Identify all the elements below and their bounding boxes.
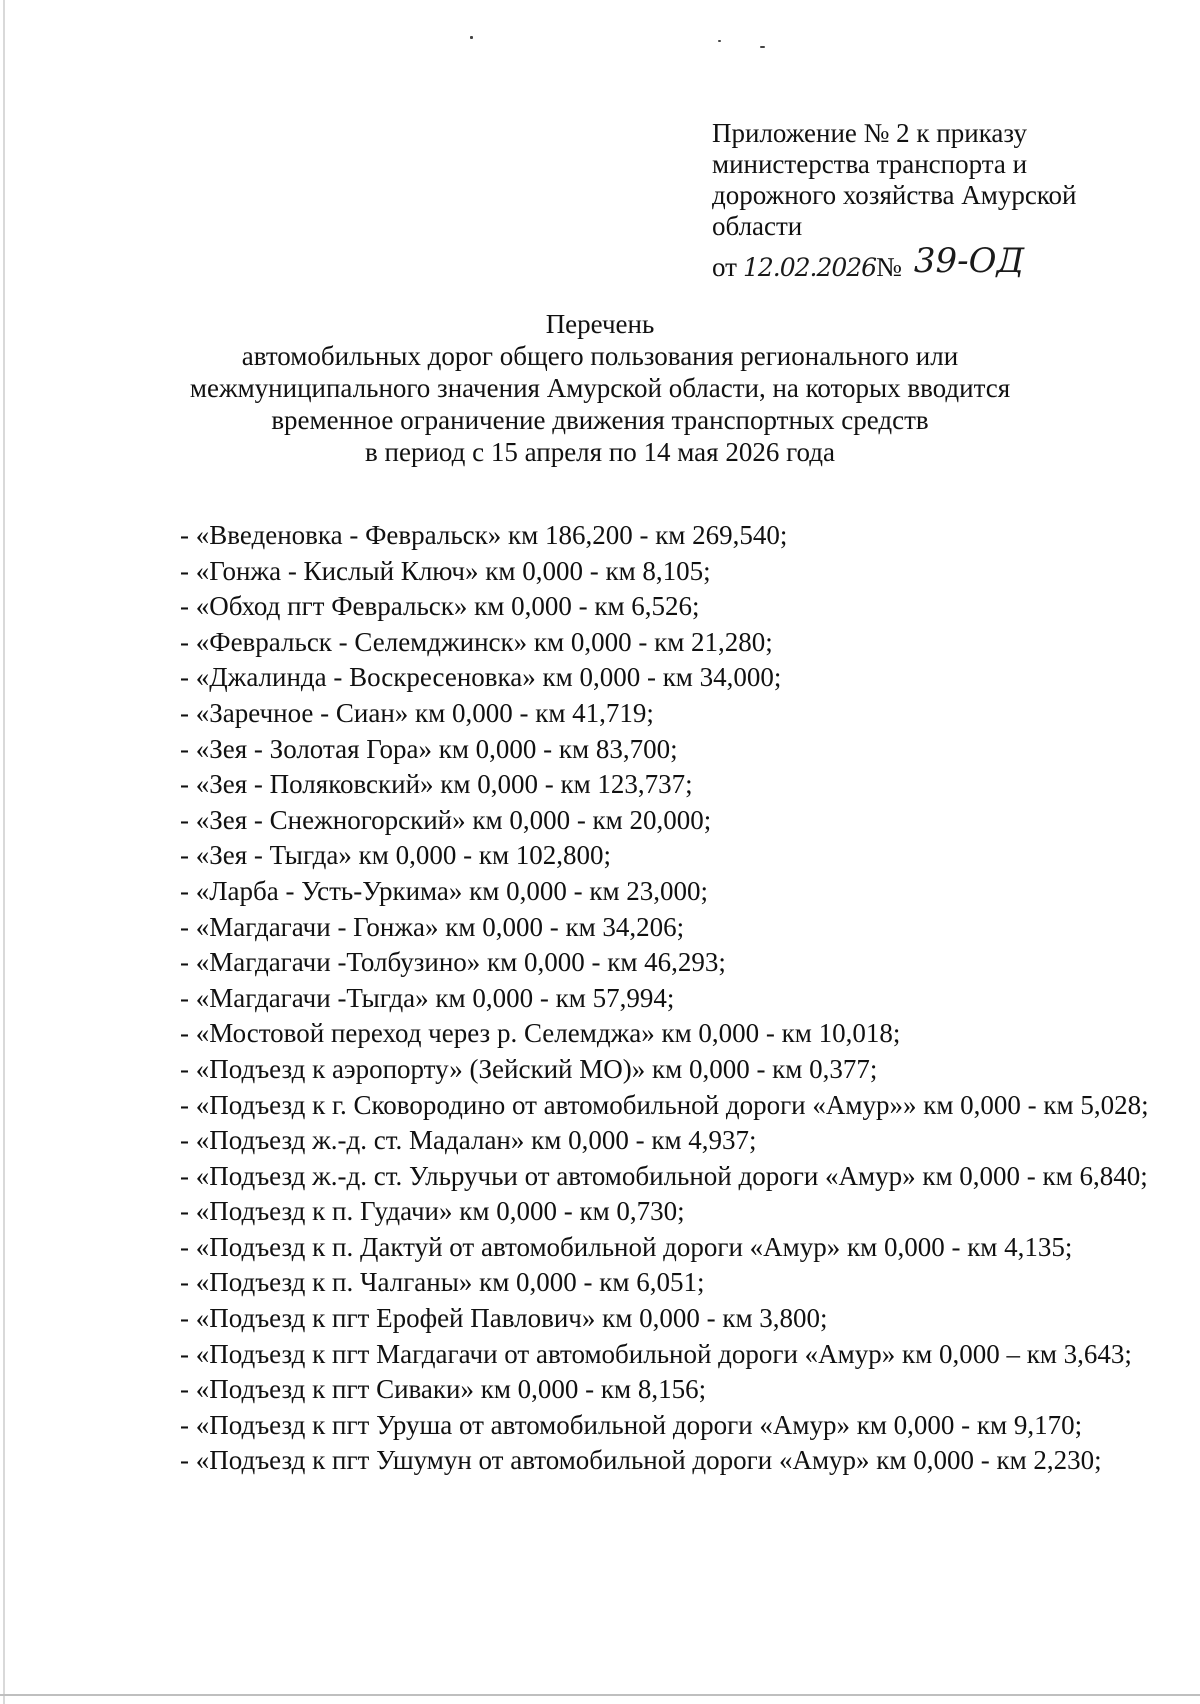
- order-number-sign: №: [876, 252, 902, 282]
- appendix-line: министерства транспорта и: [712, 149, 1028, 179]
- road-item: - «Гонжа - Кислый Ключ» км 0,000 - км 8,105;: [180, 555, 711, 586]
- title-line: автомобильных дорог общего пользования регионального или: [241, 341, 959, 371]
- document-title: [140, 308, 1060, 468]
- scan-speck: [718, 40, 721, 42]
- road-item: - «Ларба - Усть-Уркима» км 0,000 - км 23,000;: [180, 875, 709, 906]
- appendix-line: области: [712, 211, 803, 241]
- road-item: - «Обход пгт Февральск» км 0,000 - км 6,526;: [180, 591, 700, 622]
- road-item: - «Подъезд к аэропорту» (Зейский МО)» км 0,000 - км 0,377;: [180, 1053, 878, 1084]
- road-item: - «Введеновка - Февральск» км 186,200 - км 269,540;: [180, 520, 788, 550]
- road-item: - «Подъезд к пгт Магдагачи от автомобильной дороги «Амур» км 0,000 – км 3,643;: [180, 1338, 1132, 1369]
- title-heading: Перечень: [545, 309, 655, 339]
- road-item: - «Подъезд к п. Гудачи» км 0,000 - км 0,730;: [180, 1196, 685, 1227]
- road-item: - «Подъезд к г. Сковородино от автомобильной дороги «Амур»» км 0,000 - км 5,028;: [180, 1089, 1149, 1120]
- road-item: - «Зея - Золотая Гора» км 0,000 - км 83,700;: [180, 733, 678, 764]
- scan-bottom-edge: [0, 1694, 1200, 1696]
- road-item: - «Подъезд к п. Дактуй от автомобильной дороги «Амур» км 0,000 - км 4,135;: [180, 1231, 1073, 1262]
- title-line: межмуниципального значения Амурской области, на которых вводится: [189, 373, 1011, 403]
- road-item: - «Джалинда - Воскресеновка» км 0,000 - км 34,000;: [180, 662, 782, 693]
- road-item: - «Подъезд ж.-д. ст. Ульручьи от автомобильной дороги «Амур» км 0,000 - км 6,840;: [180, 1160, 1148, 1191]
- scan-speck: [760, 46, 765, 48]
- order-reference: [712, 241, 1172, 283]
- road-item: - «Заречное - Сиан» км 0,000 - км 41,719;: [180, 697, 654, 728]
- road-item: - «Магдагачи - Гонжа» км 0,000 - км 34,206;: [180, 911, 685, 942]
- road-item: - «Подъезд ж.-д. ст. Мадалан» км 0,000 - км 4,937;: [180, 1125, 757, 1156]
- title-line: в период с 15 апреля по 14 мая 2026 года: [365, 437, 835, 467]
- order-date-handwritten: 12.02.2026: [742, 253, 877, 282]
- road-item: - «Зея - Снежногорский» км 0,000 - км 20,000;: [180, 804, 712, 835]
- order-prefix: от: [712, 252, 737, 282]
- road-item: - «Магдагачи -Тыгда» км 0,000 - км 57,994;: [180, 982, 675, 1013]
- road-item: - «Зея - Тыгда» км 0,000 - км 102,800;: [180, 840, 612, 871]
- order-number-handwritten: 39-ОД: [913, 241, 1025, 281]
- scan-left-edge: [3, 0, 5, 1704]
- road-item: - «Подъезд к пгт Сиваки» км 0,000 - км 8,156;: [180, 1374, 707, 1405]
- road-item: - «Магдагачи -Толбузино» км 0,000 - км 46,293;: [180, 947, 726, 978]
- title-line: временное ограничение движения транспортных средств: [271, 405, 929, 435]
- appendix-line: Приложение № 2 к приказу: [712, 118, 1027, 148]
- appendix-line: дорожного хозяйства Амурской: [712, 180, 1077, 210]
- road-item: - «Зея - Поляковский» км 0,000 - км 123,737;: [180, 769, 693, 800]
- appendix-header: [712, 118, 1172, 283]
- road-item: - «Мостовой переход через р. Селемджа» км 0,000 - км 10,018;: [180, 1018, 901, 1049]
- road-item: - «Подъезд к пгт Уруша от автомобильной дороги «Амур» км 0,000 - км 9,170;: [180, 1409, 1083, 1440]
- road-item: - «Подъезд к пгт Ерофей Павлович» км 0,000 - км 3,800;: [180, 1303, 828, 1334]
- scan-speck: [470, 36, 473, 39]
- road-item: - «Подъезд к пгт Ушумун от автомобильной дороги «Амур» км 0,000 - км 2,230;: [180, 1445, 1102, 1476]
- road-item: - «Подъезд к п. Чалганы» км 0,000 - км 6,051;: [180, 1267, 705, 1298]
- road-item: - «Февральск - Селемджинск» км 0,000 - км 21,280;: [180, 626, 773, 657]
- road-list: [114, 518, 1150, 1479]
